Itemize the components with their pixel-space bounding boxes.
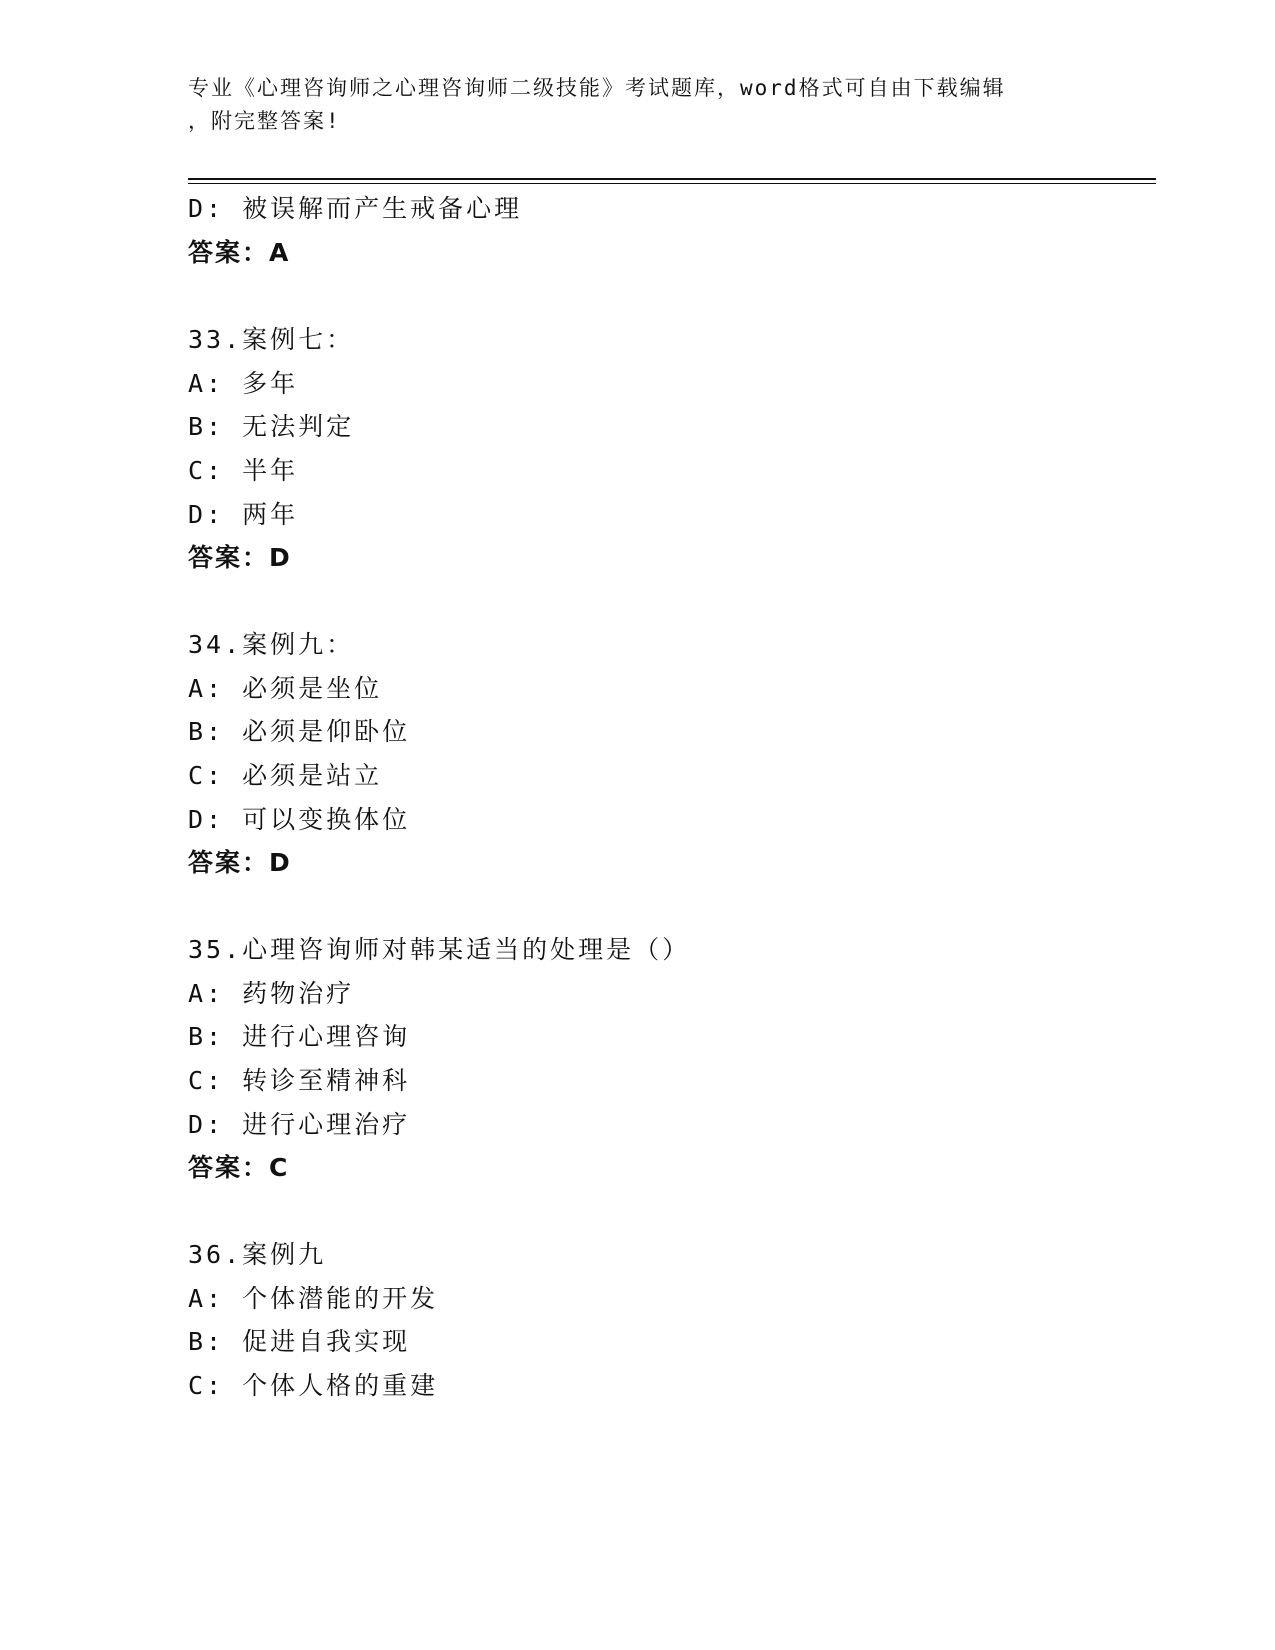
option-b: B: 无法判定 bbox=[188, 412, 355, 441]
option-c: C: 个体人格的重建 bbox=[188, 1371, 439, 1400]
option-d: D: 被误解而产生戒备心理 bbox=[188, 194, 523, 223]
option-d: D: 进行心理治疗 bbox=[188, 1110, 411, 1139]
option-a: A: 个体潜能的开发 bbox=[188, 1284, 439, 1313]
option-b: B: 进行心理咨询 bbox=[188, 1022, 411, 1051]
question-stem-33: 33.案例七： bbox=[188, 325, 355, 354]
answer-line: 答案：C bbox=[188, 1153, 290, 1182]
answer-line: 答案：D bbox=[188, 543, 292, 572]
option-a: A: 必须是坐位 bbox=[188, 674, 383, 703]
question-stem-36: 36.案例九 bbox=[188, 1240, 327, 1269]
option-d: D: 两年 bbox=[188, 500, 299, 529]
header-rule-thick bbox=[188, 178, 1156, 180]
answer-line: 答案：A bbox=[188, 238, 291, 267]
question-stem-35: 35.心理咨询师对韩某适当的处理是（） bbox=[188, 935, 691, 964]
option-c: C: 转诊至精神科 bbox=[188, 1066, 411, 1095]
document-header bbox=[188, 72, 1088, 138]
header-line-1: 专业《心理咨询师之心理咨询师二级技能》考试题库，word格式可自由下载编辑 bbox=[188, 76, 1006, 100]
option-b: B: 必须是仰卧位 bbox=[188, 717, 411, 746]
header-rule-thin bbox=[188, 183, 1156, 184]
option-d: D: 可以变换体位 bbox=[188, 805, 411, 834]
option-c: C: 必须是站立 bbox=[188, 761, 383, 790]
header-line-2: ，附完整答案! bbox=[188, 109, 341, 133]
question-stem-34: 34.案例九： bbox=[188, 630, 355, 659]
answer-line: 答案：D bbox=[188, 848, 292, 877]
option-a: A: 多年 bbox=[188, 369, 299, 398]
option-c: C: 半年 bbox=[188, 456, 299, 485]
option-b: B: 促进自我实现 bbox=[188, 1327, 411, 1356]
option-a: A: 药物治疗 bbox=[188, 979, 355, 1008]
